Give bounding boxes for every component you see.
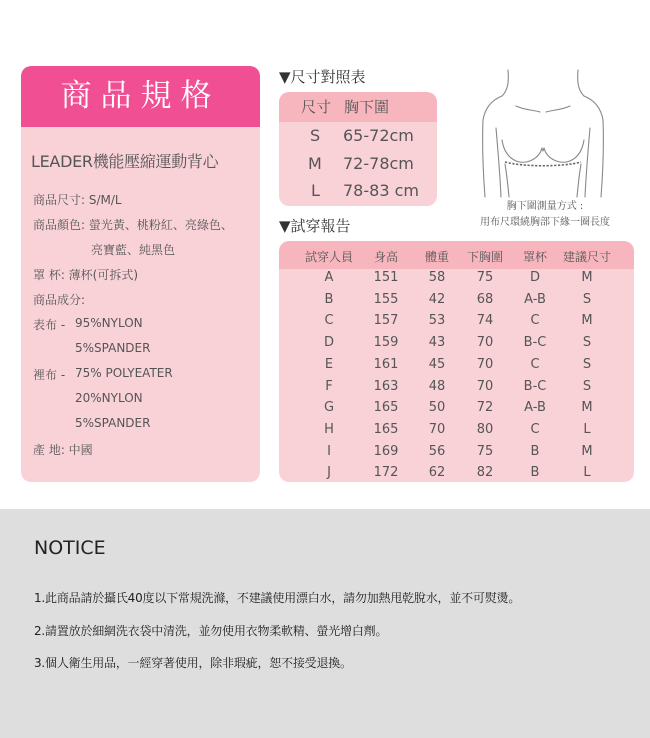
spec-outer-2: 5%SPANDER bbox=[75, 341, 151, 355]
spec-color-line2: 亮寶藍、純黑色 bbox=[91, 243, 176, 257]
table-row bbox=[279, 292, 634, 313]
size-row-size: M bbox=[308, 154, 322, 173]
tryon-cell-size: M bbox=[581, 400, 593, 416]
tryon-cell-cup: B bbox=[530, 465, 540, 481]
tryon-cell-person: A bbox=[324, 270, 334, 285]
tryon-cell-underbust: 75 bbox=[476, 270, 494, 285]
tryon-cell-size: S bbox=[582, 356, 592, 372]
size-header-under: 胸下圍 bbox=[344, 98, 390, 116]
tryon-cell-underbust: 70 bbox=[476, 335, 494, 351]
tryon-cell-person: B bbox=[324, 291, 334, 307]
tryon-cell-weight: 42 bbox=[428, 291, 446, 307]
figure-caption-line1: 胸下圍測量方式 : bbox=[506, 201, 584, 212]
figure-caption bbox=[460, 199, 630, 231]
notice-item: 2.請置放於細網洗衣袋中清洗，並勿使用衣物柔軟精、螢光增白劑。 bbox=[34, 624, 388, 638]
notice-item: 1.此商品請於攝氏40度以下常規洗滌，不建議使用漂白水，請勿加熱甩乾脫水，並不可熨燙。 bbox=[34, 591, 521, 605]
size-header-size: 尺寸 bbox=[301, 98, 332, 116]
tryon-cell-weight: 62 bbox=[428, 465, 446, 481]
tryon-cell-size: S bbox=[582, 291, 592, 307]
notice-title: NOTICE bbox=[34, 537, 106, 559]
table-row bbox=[279, 400, 634, 421]
tryon-header-size: 建議尺寸 bbox=[562, 250, 612, 264]
spec-cup: 罩 杯: 薄杯(可拆式) bbox=[33, 268, 139, 282]
tryon-title: ▼試穿報告 bbox=[279, 217, 351, 235]
tryon-cell-cup: C bbox=[530, 421, 540, 437]
tryon-cell-cup: A-B bbox=[524, 291, 546, 307]
tryon-cell-size: L bbox=[583, 421, 591, 437]
tryon-header-height: 身高 bbox=[373, 250, 399, 264]
tryon-cell-underbust: 75 bbox=[476, 443, 494, 459]
tryon-cell-person: H bbox=[324, 421, 334, 437]
tryon-cell-underbust: 70 bbox=[476, 356, 494, 372]
tryon-cell-weight: 45 bbox=[428, 356, 446, 372]
tryon-cell-weight: 56 bbox=[428, 443, 446, 459]
measuring-tape-icon bbox=[505, 162, 581, 166]
tryon-cell-height: 151 bbox=[373, 270, 399, 285]
table-row bbox=[279, 444, 634, 465]
table-row bbox=[279, 465, 634, 482]
tryon-cell-weight: 50 bbox=[428, 400, 446, 416]
table-row bbox=[279, 357, 634, 378]
tryon-cell-weight: 70 bbox=[428, 421, 446, 437]
spec-title: 商品規格 bbox=[21, 66, 260, 127]
tryon-cell-height: 161 bbox=[373, 356, 399, 372]
tryon-cell-person: F bbox=[325, 378, 333, 394]
tryon-cell-height: 165 bbox=[373, 421, 399, 437]
spec-lining-1: 75% POLYEATER bbox=[75, 366, 173, 380]
notice-item: 3.個人衛生用品，一經穿著使用，除非瑕疵，恕不接受退換。 bbox=[34, 656, 352, 670]
tryon-cell-height: 169 bbox=[373, 443, 399, 459]
tryon-cell-height: 165 bbox=[373, 400, 399, 416]
tryon-cell-height: 159 bbox=[373, 335, 399, 351]
tryon-cell-size: S bbox=[582, 335, 592, 351]
notice-section bbox=[0, 509, 650, 738]
tryon-cell-weight: 53 bbox=[428, 313, 446, 329]
spec-color-line1: 商品顏色: 螢光黃、桃粉紅、亮綠色、 bbox=[33, 218, 233, 232]
tryon-cell-underbust: 72 bbox=[476, 400, 494, 416]
tryon-header-person: 試穿人員 bbox=[304, 250, 354, 264]
size-row-under: 72-78cm bbox=[343, 154, 414, 173]
tryon-cell-underbust: 80 bbox=[476, 421, 494, 437]
tryon-header bbox=[279, 241, 634, 269]
spec-origin: 產 地: 中國 bbox=[33, 443, 93, 457]
tryon-cell-person: D bbox=[323, 335, 335, 351]
spec-card bbox=[21, 66, 260, 482]
tryon-cell-height: 157 bbox=[373, 313, 399, 329]
tryon-cell-size: M bbox=[581, 443, 593, 459]
tryon-cell-weight: 58 bbox=[428, 270, 446, 285]
spec-lining-label: 裡布 - bbox=[33, 368, 66, 382]
spec-size: 商品尺寸: S/M/L bbox=[33, 193, 122, 207]
spec-outer-label: 表布 - bbox=[33, 318, 66, 332]
tryon-cell-cup: D bbox=[529, 270, 541, 285]
tryon-cell-person: J bbox=[327, 465, 331, 481]
tryon-cell-size: S bbox=[582, 378, 592, 394]
tryon-cell-person: E bbox=[324, 356, 334, 372]
tryon-table bbox=[279, 241, 634, 482]
table-row bbox=[279, 335, 634, 356]
tryon-cell-cup: B-C bbox=[523, 378, 547, 394]
spec-composition-label: 商品成分: bbox=[33, 293, 86, 307]
size-chart-header bbox=[279, 92, 437, 122]
tryon-cell-underbust: 74 bbox=[476, 313, 494, 329]
table-row bbox=[279, 422, 634, 443]
tryon-cell-underbust: 68 bbox=[476, 291, 494, 307]
tryon-cell-weight: 43 bbox=[428, 335, 446, 351]
size-row-under: 78-83 cm bbox=[343, 181, 419, 200]
size-chart-title: ▼尺寸對照表 bbox=[279, 68, 366, 86]
table-row bbox=[279, 270, 634, 291]
size-row-size: S bbox=[310, 126, 321, 145]
tryon-cell-cup: C bbox=[530, 313, 540, 329]
tryon-cell-height: 172 bbox=[373, 465, 399, 481]
tryon-cell-height: 155 bbox=[373, 291, 399, 307]
size-chart-table bbox=[279, 92, 437, 206]
spec-lining-2: 20%NYLON bbox=[75, 391, 143, 405]
table-row bbox=[279, 379, 634, 400]
bust-measure-figure bbox=[478, 66, 608, 198]
tryon-cell-weight: 48 bbox=[428, 378, 446, 394]
tryon-cell-underbust: 82 bbox=[476, 465, 494, 481]
size-row-size: L bbox=[311, 181, 320, 200]
tryon-cell-size: M bbox=[581, 270, 593, 285]
tryon-cell-cup: C bbox=[530, 356, 540, 372]
tryon-cell-cup: B bbox=[530, 443, 540, 459]
tryon-cell-person: C bbox=[324, 313, 334, 329]
tryon-header-weight: 體重 bbox=[424, 250, 450, 264]
tryon-header-cup: 罩杯 bbox=[522, 250, 548, 264]
table-row bbox=[279, 313, 634, 334]
tryon-cell-size: L bbox=[583, 465, 591, 481]
spec-lining-3: 5%SPANDER bbox=[75, 416, 151, 430]
spec-outer-1: 95%NYLON bbox=[75, 316, 143, 330]
figure-caption-line2: 用布尺環繞胸部下緣一圈長度 bbox=[480, 217, 610, 228]
tryon-cell-size: M bbox=[581, 313, 593, 329]
tryon-header-underbust: 下胸圍 bbox=[466, 250, 504, 264]
size-row-under: 65-72cm bbox=[343, 126, 414, 145]
tryon-cell-height: 163 bbox=[373, 378, 399, 394]
tryon-cell-cup: A-B bbox=[524, 400, 546, 416]
tryon-cell-cup: B-C bbox=[523, 335, 547, 351]
tryon-cell-person: G bbox=[323, 400, 335, 416]
tryon-cell-person: I bbox=[327, 443, 331, 459]
product-name: LEADER機能壓縮運動背心 bbox=[31, 152, 219, 171]
tryon-cell-underbust: 70 bbox=[476, 378, 494, 394]
